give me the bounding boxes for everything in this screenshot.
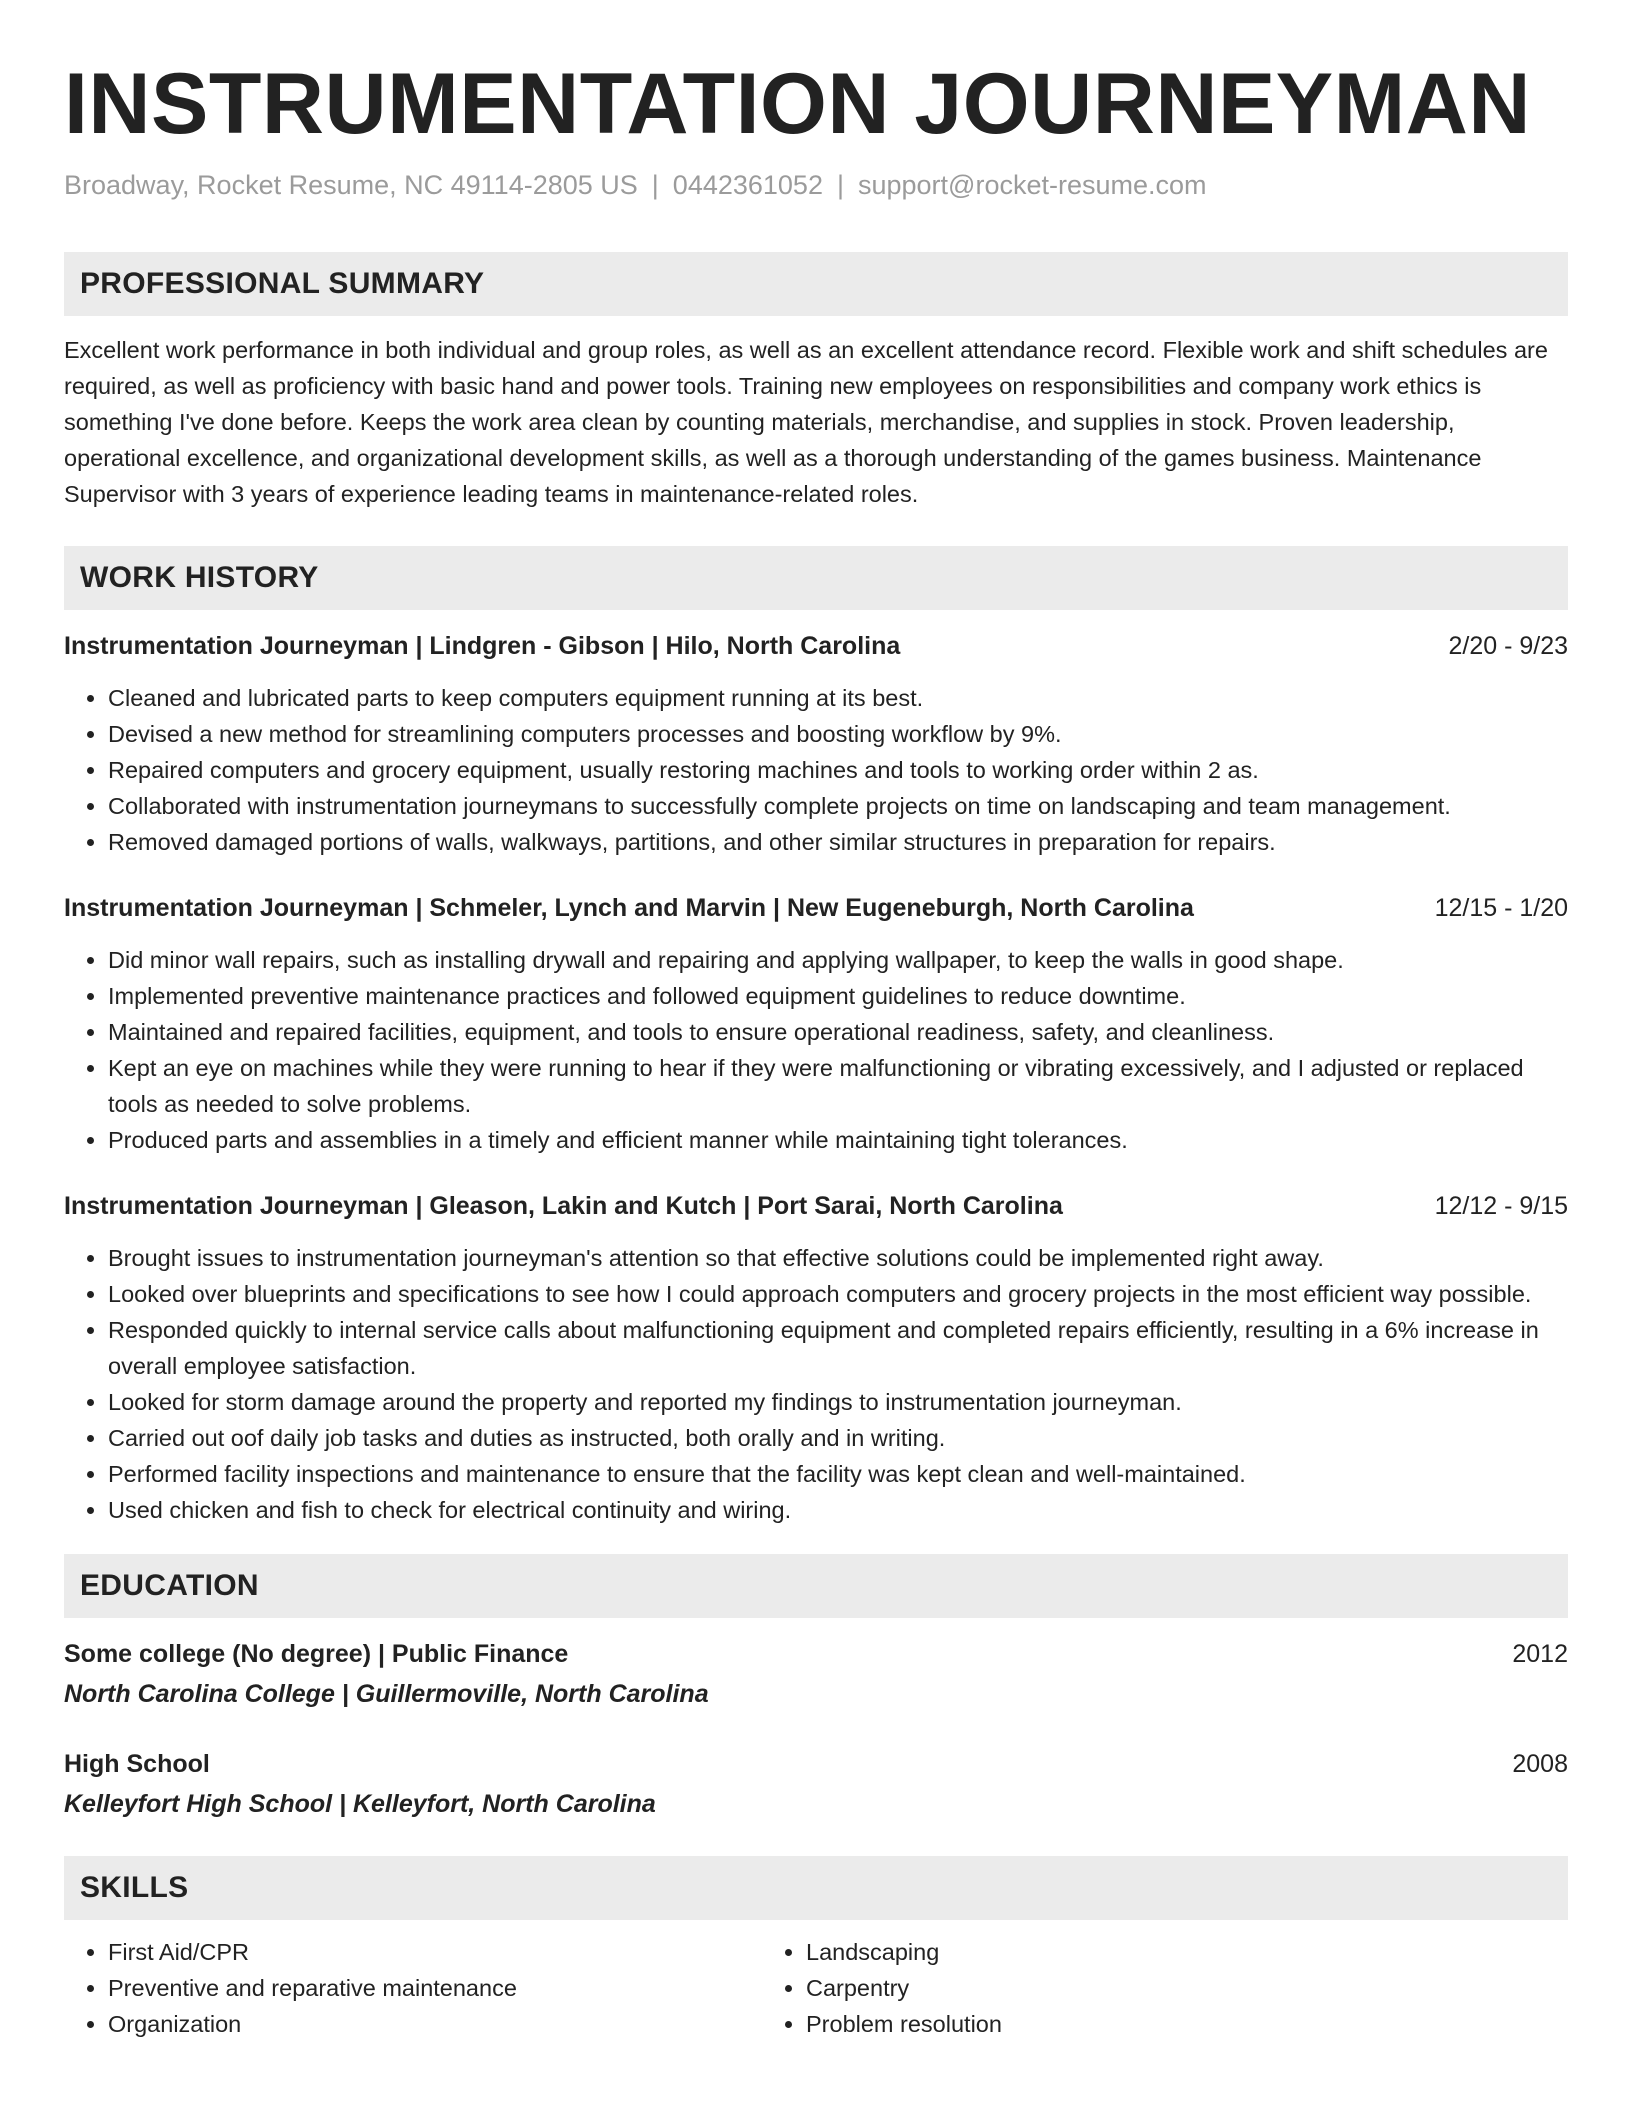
education-year: 2008 — [1512, 1750, 1568, 1778]
resume-name: INSTRUMENTATION JOURNEYMAN — [64, 56, 1532, 152]
job-bullet: • Brought issues to instrumentation journeyman's attention so that effective solutions could be implemented right away. — [108, 1240, 1568, 1276]
summary-text: Excellent work performance in both individual and group roles, as well as an excellent attendance record. Flexible work and shift schedules are required, as well as proficiency with basic hand and power tools. Training new employees on responsibilities and company work ethics is something I've done before. Keeps the work area clean by counting materials, merchandise, and supplies in stock. Proven leadership, operational excellence, and organizational development skills, as well as a thorough understanding of the games business. Maintenance Supervisor with 3 years of experience leading teams in maintenance-related roles. — [64, 337, 1548, 507]
job-bullet: • Responded quickly to internal service calls about malfunctioning equipment and completed repairs efficiently, resulting in a 6% increase in overall employee satisfaction. — [108, 1312, 1568, 1384]
job-bullet: • Did minor wall repairs, such as installing drywall and repairing and applying wallpaper, to keep the walls in good shape. — [108, 942, 1568, 978]
job-title: Instrumentation Journeyman | Lindgren - Gibson | Hilo, North Carolina — [64, 632, 901, 660]
job-bullet: • Devised a new method for streamlining computers processes and boosting workflow by 9%. — [108, 716, 1568, 752]
work-history-heading: WORK HISTORY — [64, 546, 1568, 610]
education-header — [64, 1636, 1568, 1672]
job-header — [64, 890, 1568, 926]
job-bullet: • Implemented preventive maintenance practices and followed equipment guidelines to reduce downtime. — [108, 978, 1568, 1014]
job-entry — [64, 1188, 1568, 1528]
job-bullet: • Performed facility inspections and maintenance to ensure that the facility was kept clean and well-maintained. — [108, 1456, 1568, 1492]
job-header — [64, 628, 1568, 664]
education-entry — [64, 1746, 1568, 1822]
contact-address: Broadway, Rocket Resume, NC 49114-2805 US — [64, 170, 638, 200]
skills-column-right — [762, 1934, 1562, 2042]
job-bullets — [64, 942, 1568, 1158]
skill-item: • Organization — [108, 2006, 762, 2042]
skills-column-left — [64, 1934, 762, 2042]
contact-line — [64, 168, 1568, 202]
summary-heading: PROFESSIONAL SUMMARY — [64, 252, 1568, 316]
job-bullets — [64, 680, 1568, 860]
job-entry — [64, 890, 1568, 1158]
job-dates: 12/12 - 9/15 — [1434, 1192, 1568, 1220]
job-title: Instrumentation Journeyman | Schmeler, Lynch and Marvin | New Eugeneburgh, North Carolina — [64, 894, 1194, 922]
job-bullet: • Used chicken and fish to check for electrical continuity and wiring. — [108, 1492, 1568, 1528]
job-dates: 12/15 - 1/20 — [1434, 894, 1568, 922]
skill-item: • Problem resolution — [806, 2006, 1562, 2042]
job-bullet: • Kept an eye on machines while they were running to hear if they were malfunctioning or vibrating excessively, and I adjusted or replaced tools as needed to solve problems. — [108, 1050, 1568, 1122]
job-bullet: • Produced parts and assemblies in a timely and efficient manner while maintaining tight tolerances. — [108, 1122, 1568, 1158]
skill-item: • First Aid/CPR — [108, 1934, 762, 1970]
job-title: Instrumentation Journeyman | Gleason, Lakin and Kutch | Port Sarai, North Carolina — [64, 1192, 1063, 1220]
job-bullet: • Cleaned and lubricated parts to keep computers equipment running at its best. — [108, 680, 1568, 716]
contact-separator: | — [651, 170, 659, 200]
education-heading: EDUCATION — [64, 1554, 1568, 1618]
job-bullet: • Looked over blueprints and specifications to see how I could approach computers and grocery projects in the most efficient way possible. — [108, 1276, 1568, 1312]
education-degree: Some college (No degree) | Public Finance — [64, 1640, 569, 1668]
job-bullet: • Repaired computers and grocery equipment, usually restoring machines and tools to working order within 2 as. — [108, 752, 1568, 788]
skill-item: • Carpentry — [806, 1970, 1562, 2006]
education-school: North Carolina College | Guillermoville, North Carolina — [64, 1680, 709, 1708]
contact-phone: 0442361052 — [672, 170, 823, 200]
job-header — [64, 1188, 1568, 1224]
skills-heading: SKILLS — [64, 1856, 1568, 1920]
job-bullet: • Collaborated with instrumentation journeymans to successfully complete projects on time on landscaping and team management. — [108, 788, 1568, 824]
contact-separator: | — [836, 170, 844, 200]
job-bullet: • Maintained and repaired facilities, equipment, and tools to ensure operational readiness, safety, and cleanliness. — [108, 1014, 1568, 1050]
education-entry — [64, 1636, 1568, 1712]
job-bullets — [64, 1240, 1568, 1528]
job-bullet: • Removed damaged portions of walls, walkways, partitions, and other similar structures in preparation for repairs. — [108, 824, 1568, 860]
education-year: 2012 — [1512, 1640, 1568, 1668]
job-bullet: • Carried out oof daily job tasks and duties as instructed, both orally and in writing. — [108, 1420, 1568, 1456]
skill-item: • Landscaping — [806, 1934, 1562, 1970]
education-school: Kelleyfort High School | Kelleyfort, North Carolina — [64, 1790, 656, 1818]
education-header — [64, 1746, 1568, 1782]
skills-list — [64, 1934, 1568, 2042]
skill-item: • Preventive and reparative maintenance — [108, 1970, 762, 2006]
job-dates: 2/20 - 9/23 — [1448, 632, 1568, 660]
job-bullet: • Looked for storm damage around the property and reported my findings to instrumentation journeyman. — [108, 1384, 1568, 1420]
education-degree: High School — [64, 1750, 210, 1778]
contact-email[interactable]: support@rocket-resume.com — [857, 170, 1207, 200]
job-entry — [64, 628, 1568, 860]
